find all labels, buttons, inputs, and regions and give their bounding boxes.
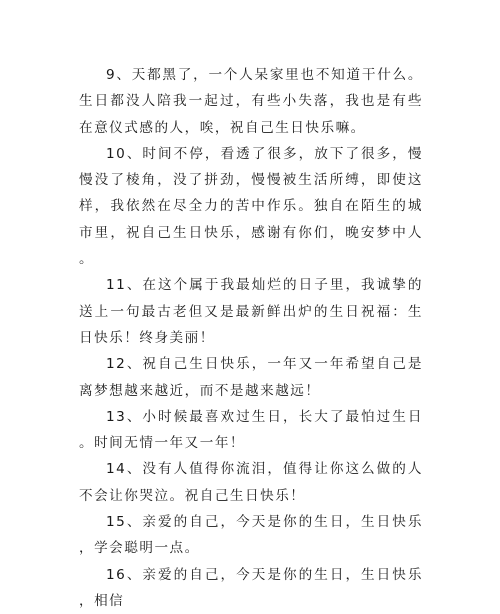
paragraph-13: 13、小时候最喜欢过生日，长大了最怕过生日。时间无情一年又一年！ [79, 408, 423, 452]
paragraph-11: 11、在这个属于我最灿烂的日子里，我诚挚的送上一句最古老但又是最新鲜出炉的生日祝福：生日快乐！终身美丽！ [79, 277, 423, 346]
paragraph-9: 9、天都黑了，一个人呆家里也不知道干什么。生日都没人陪我一起过，有些小失落，我也是有些在意仪式感的人，唉，祝自己生日快乐嘛。 [79, 67, 423, 136]
document-body [79, 62, 423, 614]
paragraph-12: 12、祝自己生日快乐，一年又一年希望自己是离梦想越来越近，而不是越来越远！ [79, 356, 423, 399]
paragraph-16: 16、亲爱的自己，今天是你的生日，生日快乐，相信 [79, 566, 423, 609]
paragraph-14: 14、没有人值得你流泪，值得让你这么做的人不会让你哭泣。祝自己生日快乐！ [79, 461, 423, 504]
paragraph-10: 10、时间不停，看透了很多，放下了很多，慢慢没了棱角，没了拼劲，慢慢被生活所缚，即使这样，我依然在尽全力的苦中作乐。独自在陌生的城市里，祝自己生日快乐，感谢有你们，晚安梦中人。 [79, 145, 423, 268]
paragraph-15: 15、亲爱的自己，今天是你的生日，生日快乐，学会聪明一点。 [79, 514, 423, 557]
